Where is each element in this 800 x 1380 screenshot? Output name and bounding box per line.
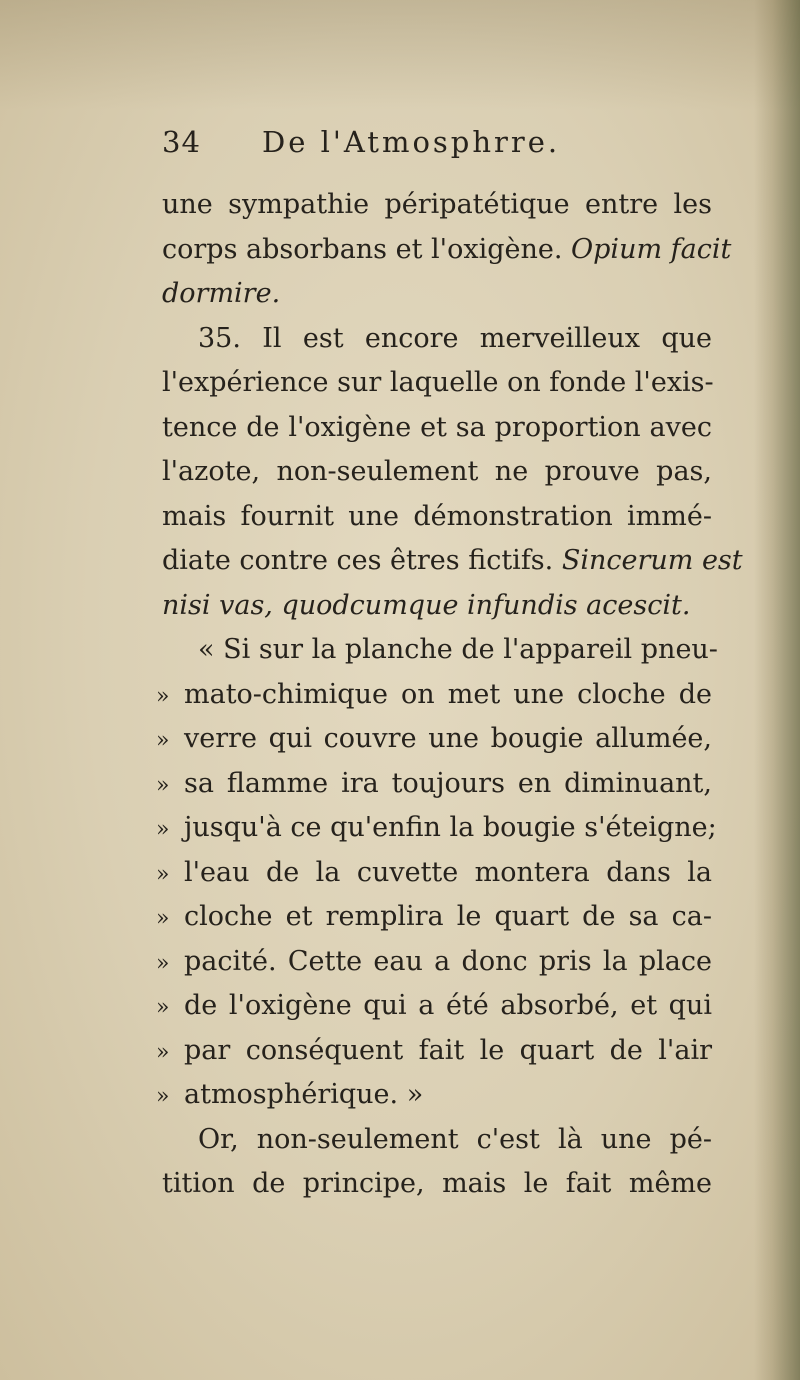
quote-open-mark: «	[198, 634, 215, 665]
paper-stain	[0, 0, 800, 110]
text-line: corps absorbans et l'oxigène. Opium facit	[162, 233, 732, 265]
quote-mark: »	[156, 817, 170, 842]
quote-line: » sa flamme ira toujours en diminuant,	[162, 762, 712, 807]
text-line: une sympathie péripatétique entre les	[162, 189, 712, 220]
latin-quotation: Opium facit	[571, 233, 732, 265]
text-line: tition de principe, mais le fait même	[162, 1168, 712, 1199]
quote-line: » jusqu'à ce qu'enfin la bougie s'éteigne;	[162, 806, 712, 851]
quote-line: » pacité. Cette eau a donc pris la place	[162, 940, 712, 985]
text-line	[162, 584, 712, 629]
latin-quotation: dormire.	[162, 278, 281, 309]
quote-mark: »	[156, 1039, 170, 1065]
quote-close-mark: »	[406, 1079, 424, 1110]
text-line: l'azote, non-seulement ne prouve pas,	[162, 456, 712, 487]
text-line: tence de l'oxigène et sa proportion avec	[162, 411, 712, 443]
latin-quotation: Sincerum est	[561, 545, 743, 576]
quote-line: « Si sur la planche de l'appareil pneu-	[198, 634, 718, 665]
quote-mark: »	[156, 728, 170, 753]
quote-mark: »	[156, 950, 170, 976]
quote-mark: »	[156, 683, 170, 709]
quote-line: » cloche et remplira le quart de sa ca-	[162, 895, 712, 940]
text-line: Or, non-seulement c'est là une pé-	[198, 1123, 712, 1155]
quote-line: » de l'oxigène qui a été absorbé, et qui	[162, 984, 712, 1029]
quote-line: » verre qui couvre une bougie allumée,	[162, 717, 712, 762]
text-line	[162, 272, 712, 317]
quote-line: » l'eau de la cuvette montera dans la	[162, 851, 712, 896]
quote-mark: »	[156, 906, 170, 931]
page-number: 34	[162, 125, 201, 159]
running-title: De l'Atmosphrre.	[262, 125, 561, 159]
quote-mark: »	[156, 772, 170, 798]
text-block	[156, 125, 743, 1207]
quote-mark: »	[156, 995, 170, 1020]
running-head	[162, 125, 712, 183]
latin-quotation: nisi vas, quodcumque infundis acescit.	[162, 589, 691, 621]
page-edge-shadow	[754, 0, 800, 1380]
text-line: mais fournit une démonstration immé-	[162, 500, 712, 532]
quote-line: » atmosphérique. »	[162, 1073, 712, 1118]
quote-mark: »	[156, 861, 170, 887]
quote-mark: »	[156, 1084, 170, 1109]
text-line: diate contre ces êtres fictifs. Sincerum est	[162, 545, 743, 576]
text-line: l'expérience sur laquelle on fonde l'exis-	[162, 367, 714, 398]
quote-line: » par conséquent fait le quart de l'air	[162, 1029, 712, 1074]
text-line: 35. Il est encore merveilleux que	[198, 322, 712, 354]
quote-line: » mato-chimique on met une cloche de	[162, 673, 712, 718]
